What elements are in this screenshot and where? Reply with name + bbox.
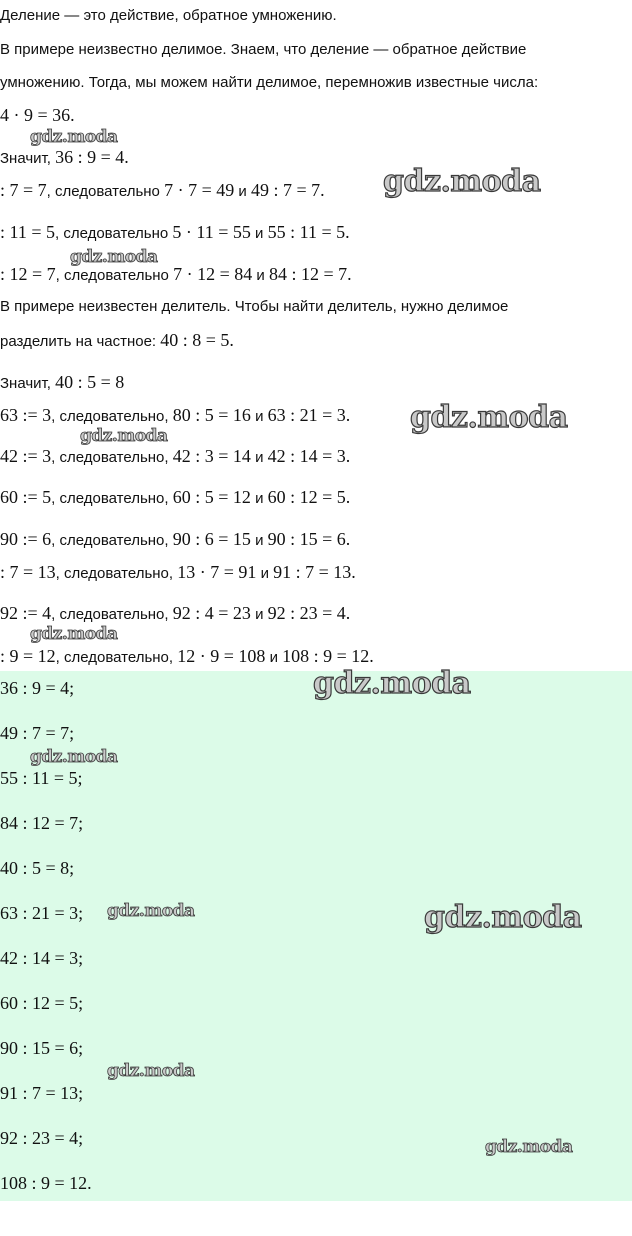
answer-line: 108 : 9 = 12. (0, 1173, 92, 1193)
math-line: 4 · 9 = 36. (0, 105, 75, 125)
example-line: : 12 = 7, следовательно 7 · 12 = 84 и 84 : 12 = 7. (0, 264, 352, 284)
conclusion-line: Значит, 40 : 5 = 8 (0, 372, 125, 392)
watermark: gdz.moda (30, 747, 118, 767)
intro-line: Деление — это действие, обратное умножению. (0, 7, 337, 24)
answer-line: 84 : 12 = 7; (0, 813, 84, 833)
answer-line: 92 : 23 = 4; (0, 1128, 84, 1148)
answer-line: 42 : 14 = 3; (0, 948, 84, 968)
answer-line: 49 : 7 = 7; (0, 723, 75, 743)
watermark: gdz.moda (30, 624, 118, 644)
answer-line: 55 : 11 = 5; (0, 768, 83, 788)
explanation-line-4: разделить на частное: 40 : 8 = 5. (0, 330, 234, 350)
watermark: gdz.moda (485, 1137, 573, 1157)
example-line: : 11 = 5, следовательно 5 · 11 = 55 и 55 : 11 = 5. (0, 222, 350, 242)
answer-line: 63 : 21 = 3; (0, 903, 84, 923)
example-line: 63 := 3, следовательно, 80 : 5 = 16 и 63 : 21 = 3. (0, 405, 351, 425)
answer-line: 90 : 15 = 6; (0, 1038, 84, 1058)
answer-line: 60 : 12 = 5; (0, 993, 84, 1013)
example-line: 60 := 5, следовательно, 60 : 5 = 12 и 60 : 12 = 5. (0, 487, 351, 507)
example-line: 42 := 3, следовательно, 42 : 3 = 14 и 42 : 14 = 3. (0, 446, 351, 466)
explanation-line-1: В примере неизвестно делимое. Знаем, что деление — обратное действие (0, 41, 527, 58)
answer-line: 40 : 5 = 8; (0, 858, 75, 878)
watermark: gdz.moda (107, 1061, 195, 1081)
watermark: gdz.moda (383, 164, 541, 199)
example-line: : 7 = 13, следовательно, 13 · 7 = 91 и 91 : 7 = 13. (0, 562, 356, 582)
conclusion-line: Значит, 36 : 9 = 4. (0, 147, 129, 167)
explanation-line-3: В примере неизвестен делитель. Чтобы найти делитель, нужно делимое (0, 298, 509, 315)
watermark: gdz.moda (30, 127, 118, 147)
watermark: gdz.moda (424, 900, 582, 935)
example-line: : 7 = 7, следовательно 7 · 7 = 49 и 49 : 7 = 7. (0, 180, 325, 200)
example-line: 90 := 6, следовательно, 90 : 6 = 15 и 90 : 15 = 6. (0, 529, 351, 549)
watermark: gdz.moda (107, 901, 195, 921)
example-line: 92 := 4, следовательно, 92 : 4 = 23 и 92 : 23 = 4. (0, 603, 351, 623)
watermark: gdz.moda (410, 400, 568, 435)
example-line: : 9 = 12, следовательно, 12 · 9 = 108 и 108 : 9 = 12. (0, 646, 374, 666)
watermark: gdz.moda (80, 426, 168, 446)
answer-line: 36 : 9 = 4; (0, 678, 75, 698)
explanation-line-2: умножению. Тогда, мы можем найти делимое, перемножив известные числа: (0, 74, 539, 91)
watermark: gdz.moda (70, 247, 158, 267)
watermark: gdz.moda (313, 666, 471, 701)
answer-line: 91 : 7 = 13; (0, 1083, 84, 1103)
